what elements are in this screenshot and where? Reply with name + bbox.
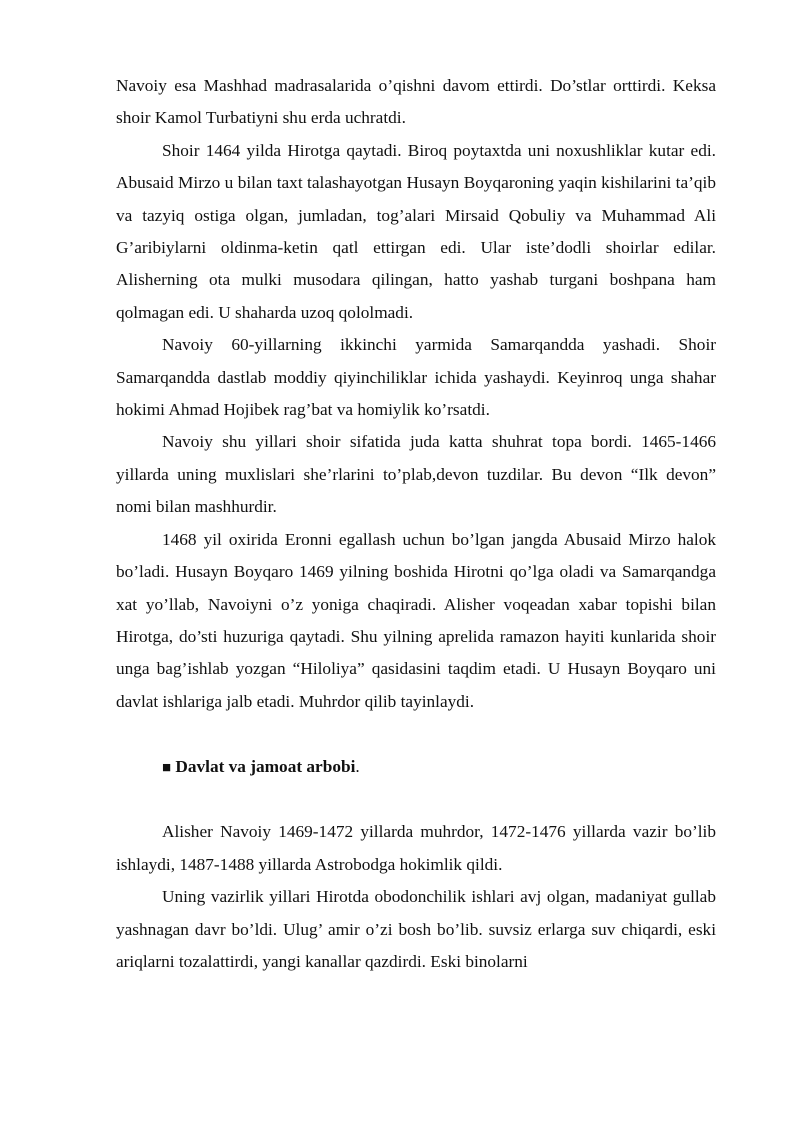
section-title: Davlat va jamoat arbobi (175, 756, 356, 776)
paragraph-vizier-years: Uning vazirlik yillari Hirotda obodonchilik ishlari avj olgan, madaniyat gullab yashnagan davr bo’ldi. Ulug’ amir o’zi bosh bo’lib. suvsiz erlarga suv chiqardi, eski ariqlarni tozalattirdi, yangi kanallar qazdirdi. Eski binolarni (116, 887, 716, 971)
paragraph-return-to-herat: Shoir 1464 yilda Hirotga qaytadi. Biroq poytaxtda uni noxushliklar kutar edi. Abusaid Mirzo u bilan taxt talashayotgan Husayn Boyqaroning yaqin kishilarini ta’qib va tazyiq ostiga olgan, jumladan, tog’alari Mirsaid Qobuliy va Muhammad Ali G’aribiylarni oldinma-ketin qatl ettirgan edi. Ular iste’dodli shoirlar edilar. Alisherning ota mulki musodara qilingan, hatto yashab turgani boshpana ham qolmagan edi. U shaharda uzoq qololmadi. (116, 140, 716, 322)
paragraph-husayn-boyqaro: 1468 yil oxirida Eronni egallash uchun bo’lgan jangda Abusaid Mirzo halok bo’ladi. Husayn Boyqaro 1469 yilning boshida Hirotni qo’lga oladi va Samarqandga xat yo’llab, Navoiyni o’z yoniga chaqiradi. Alisher voqeadan xabar topishi bilan Hirotga, do’sti huzuriga qaytadi. Shu yilning aprelida ramazon hayiti kunlarida shoir unga bag’ishlab yozgan “Hiloliya” qasidasini taqdim etadi. U Husayn Boyqaro uni davlat ishlariga jalb etadi. Muhrdor qilib tayinlaydi. (116, 529, 716, 711)
section-heading (116, 751, 716, 784)
document-page (116, 70, 716, 978)
paragraph-offices: Alisher Navoiy 1469-1472 yillarda muhrdor, 1472-1476 yillarda vazir bo’lib ishlaydi, 1487-1488 yillarda Astrobodga hokimlik qildi. (116, 822, 716, 874)
spacer (116, 784, 716, 816)
spacer (116, 718, 716, 750)
paragraph-first-divan: Navoiy shu yillari shoir sifatida juda katta shuhrat topa bordi. 1465-1466 yillarda uning muxlislari she’rlarini to’plab,devon tuzdilar. Bu devon “Ilk devon” nomi bilan mashhurdir. (116, 432, 716, 517)
square-bullet-icon: ■ (162, 759, 172, 776)
section-title-suffix: . (355, 756, 360, 776)
paragraph-samarkand: Navoiy 60-yillarning ikkinchi yarmida Samarqandda yashadi. Shoir Samarqandda dastlab moddiy qiyinchiliklar ichida yashaydi. Keyinroq unga shahar hokimi Ahmad Hojibek rag’bat va homiylik ko’rsatdi. (116, 335, 716, 420)
paragraph-mashhad: Navoiy esa Mashhad madrasalarida o’qishni davom ettirdi. Do’stlar orttirdi. Keksa shoir Kamol Turbatiyni shu erda uchratdi. (116, 76, 716, 128)
